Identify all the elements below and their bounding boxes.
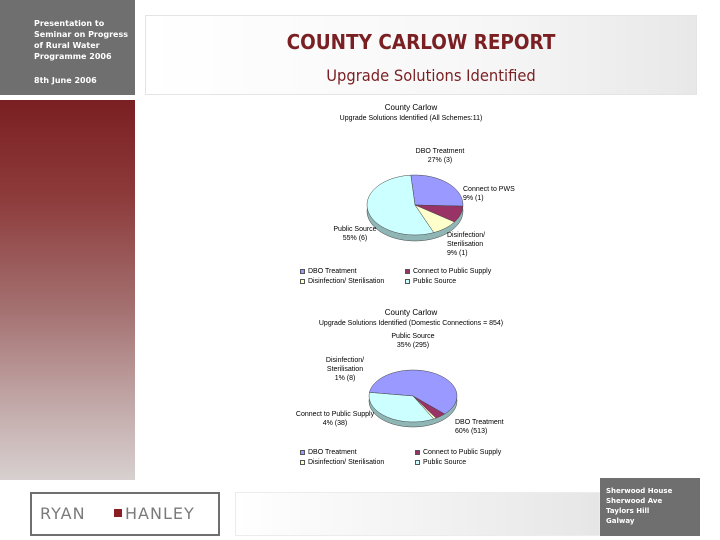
pie-data-label: Connect to PWS 9% (1) [463, 186, 515, 202]
legend-item [300, 449, 357, 456]
chart-subtitle: Upgrade Solutions Identified (All Schemes:11) [339, 115, 483, 122]
legend-label: Disinfection/ Sterilisation [308, 459, 385, 466]
legend-label: DBO Treatment [308, 268, 357, 275]
chart-title: County Carlow [384, 308, 438, 317]
legend-swatch [300, 269, 305, 274]
address-line: Taylors Hill [606, 507, 650, 515]
pie-chart-svg [295, 330, 527, 452]
sidebar-decoration [0, 100, 135, 480]
address-line: Sherwood House [606, 487, 673, 495]
legend-item [405, 278, 456, 285]
logo-text-right: HANLEY [125, 504, 195, 523]
pie-data-label: DBO Treatment 27% (3) [415, 148, 465, 164]
footer-banner [235, 492, 600, 536]
legend-label: Public Source [413, 278, 457, 285]
chart-subtitle: Upgrade Solutions Identified (Domestic Connections = 854) [318, 320, 504, 327]
pie-slice-dbo-treatment [411, 175, 463, 206]
legend-swatch [405, 279, 410, 284]
company-logo [30, 492, 220, 536]
pie-data-label: Connect to Public Supply 4% (38) [295, 411, 375, 427]
legend-swatch [300, 279, 305, 284]
legend-swatch [415, 450, 420, 455]
legend-swatch [300, 450, 305, 455]
pie-data-label: Disinfection/ Sterilisation 9% (1) [447, 232, 486, 257]
legend-label: Connect to Public Supply [413, 268, 492, 275]
pie-data-label: Disinfection/ Sterilisation 1% (8) [325, 357, 365, 382]
legend-label: DBO Treatment [308, 449, 357, 456]
page-subtitle: Upgrade Solutions Identified [326, 66, 536, 85]
legend-swatch [300, 460, 305, 465]
legend-item [405, 268, 491, 275]
page-title: COUNTY CARLOW REPORT [286, 30, 556, 54]
legend-label: Connect to Public Supply [423, 449, 502, 456]
legend-label: Public Source [423, 459, 467, 466]
logo-square-mark [114, 509, 122, 517]
address-line: Sherwood Ave [606, 497, 663, 505]
chart-title: County Carlow [384, 103, 438, 112]
company-address [606, 486, 700, 526]
pie-chart-domestic-connections [295, 308, 527, 474]
presentation-date: 8th June 2006 [34, 76, 97, 85]
legend-label: Disinfection/ Sterilisation [308, 278, 385, 285]
pie-chart-svg [295, 133, 527, 283]
pie-chart-all-schemes [295, 103, 527, 293]
legend-swatch [415, 460, 420, 465]
address-line: Galway [606, 517, 635, 525]
pie-data-label: Public Source 35% (295) [391, 333, 435, 349]
pie-data-label: Public Source 55% (6) [333, 226, 377, 242]
legend-item [300, 268, 357, 275]
legend-item [300, 278, 384, 285]
presentation-title: Presentation to Seminar on Progress of Rural Water Programme 2006 [34, 19, 128, 61]
pie-data-label: DBO Treatment 60% (513) [455, 419, 504, 435]
legend-swatch [405, 269, 410, 274]
legend-item [415, 459, 466, 466]
logo-text-left: RYAN [40, 504, 86, 523]
legend-item [415, 449, 501, 456]
legend-item [300, 459, 384, 466]
